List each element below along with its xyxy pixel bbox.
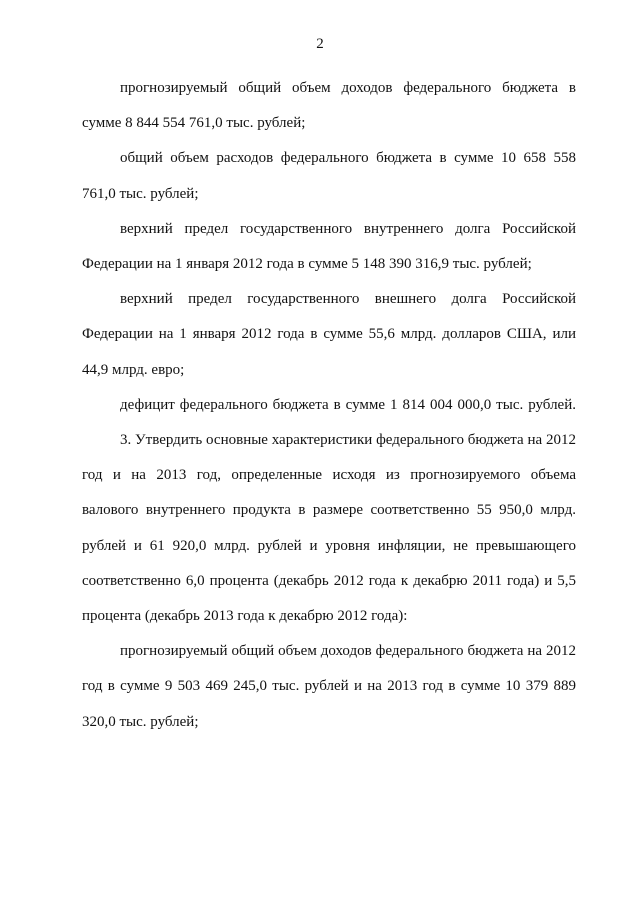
paragraph-revenue-2012-2013: прогнозируемый общий объем доходов федерального бюджета на 2012 год в сумме 9 503 469 245,0 тыс. рублей и на 2013 год в сумме 10 379 889 320,0 тыс. рублей; xyxy=(82,643,576,730)
paragraph-internal-debt-limit: верхний предел государственного внутреннего долга Российской Федерации на 1 января 2012 года в сумме 5 148 390 316,9 тыс. рублей; xyxy=(82,220,576,273)
paragraph-expenditure-2011: общий объем расходов федерального бюджета в сумме 10 658 558 761,0 тыс. рублей; xyxy=(82,150,576,202)
paragraph-deficit: дефицит федерального бюджета в сумме 1 814 004 000,0 тыс. рублей. xyxy=(120,396,576,413)
paragraph-article-3: 3. Утвердить основные характеристики федерального бюджета на 2012 год и на 2013 год, определенные исходя из прогнозируемого объема валового внутреннего продукта в размере соответственно 55 950,0 млрд. рублей и 61 920,0 млрд. рублей и уровня инфляции, не превышающего соответственно 6,0 процента (декабрь 2012 года к декабрю 2011 года) и 5,5 процента (декабрь 2013 года к декабрю 2012 года): xyxy=(82,432,576,625)
page-number: 2 xyxy=(316,36,324,52)
paragraph-external-debt-limit: верхний предел государственного внешнего долга Российской Федерации на 1 января 2012 года в сумме 55,6 млрд. долларов США, или 44,9 млрд. евро; xyxy=(82,291,576,378)
paragraph-revenue-2011: прогнозируемый общий объем доходов федерального бюджета в сумме 8 844 554 761,0 тыс. рублей; xyxy=(82,80,576,132)
document-body xyxy=(82,71,576,740)
